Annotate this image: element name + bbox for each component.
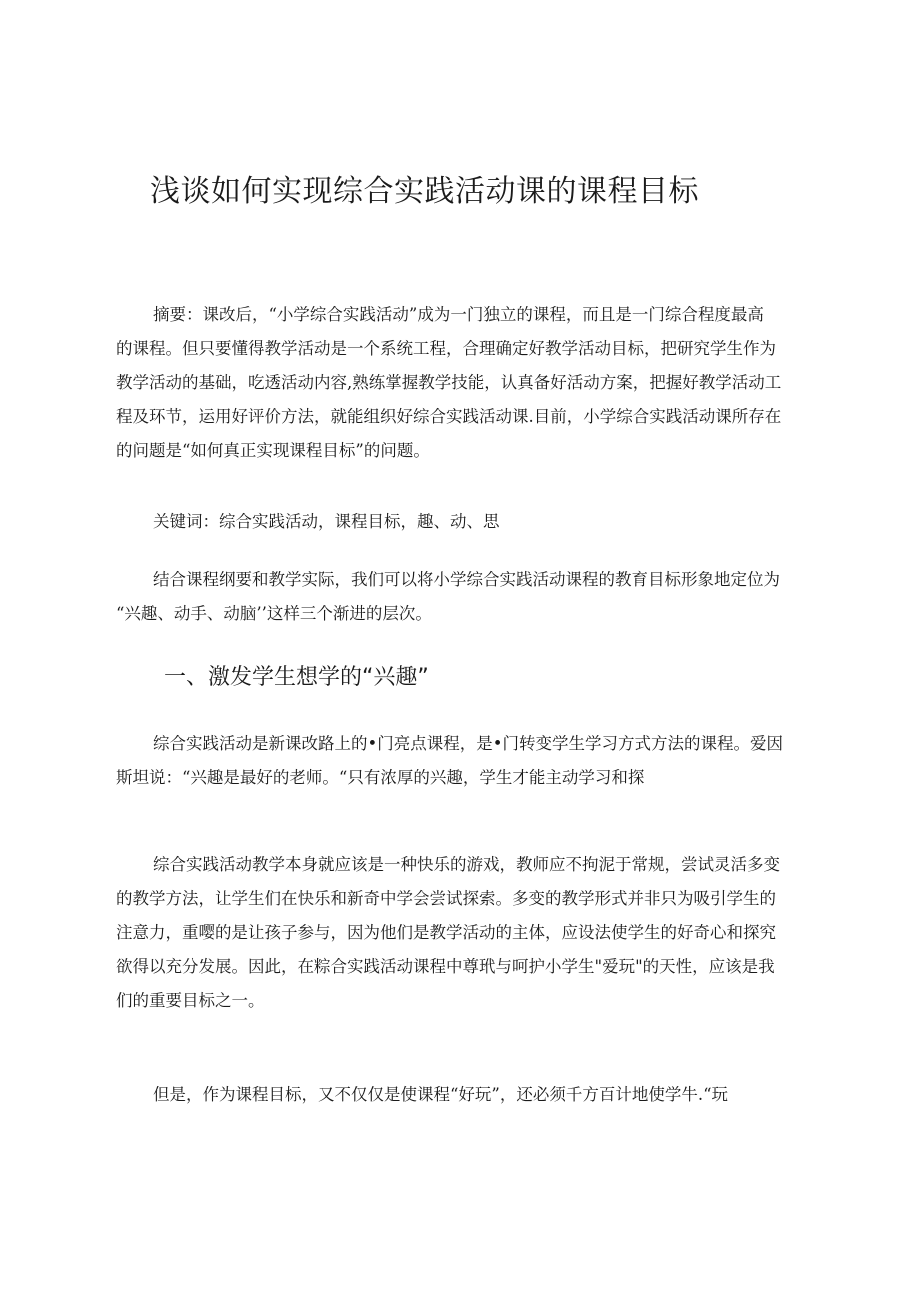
intro-line: “兴趣、动手、动脑’’这样三个渐进的层次。 xyxy=(116,604,432,623)
abstract-line: 程及环节，运用好评价方法，就能组织好综合实践活动课.目前，小学综合实践活动课所存在 xyxy=(116,407,782,426)
abstract-line: 摘要：课改后，“小学综合实践活动”成为一门独立的课程，而且是一门综合程度最高 xyxy=(153,305,764,324)
abstract-line: 的问题是“如何真正实现课程目标”的问题。 xyxy=(116,441,430,460)
paragraph-line: 们的重要目标之一。 xyxy=(116,991,265,1010)
section1-paragraph-3 xyxy=(116,1078,806,1112)
paragraph-line: 注意力，重嘤的是让孩子参与，因为他们是教学活动的主体，应设法使学生的好奇心和探究 xyxy=(116,923,776,942)
paragraph-line: 斯坦说：“兴趣是最好的老师。“只有浓厚的兴趣，学生才能主动学习和探 xyxy=(116,768,645,787)
section1-paragraph-2 xyxy=(116,848,806,1018)
section-heading: 一、激发学生想学的“兴趣” xyxy=(164,665,429,690)
abstract-line: 的课程。但只要懂得教学活动是一个系统工程，合理确定好教学活动目标，把研究学生作为 xyxy=(116,339,776,358)
abstract-line: 教学活动的基础，吃透活动内容,熟练掌握教学技能，认真备好活动方案，把握好教学活动工 xyxy=(116,373,782,392)
paragraph-line: 综合实践活动是新课改路上的•门亮点课程，是•门转变学生学习方式方法的课程。爱因 xyxy=(153,734,783,753)
keywords-paragraph xyxy=(116,505,806,539)
document-title: 浅谈如何实现综合实践活动课的课程目标 xyxy=(150,174,699,209)
intro-paragraph xyxy=(116,563,806,631)
paragraph-line: 但是，作为课程目标，又不仅仅是使课程“好玩”，还必须千方百计地使学牛.“玩 xyxy=(153,1085,729,1104)
abstract-paragraph xyxy=(116,298,806,468)
keywords-line: 关键词：综合实践活动，课程目标，趣、动、思 xyxy=(153,512,500,531)
paragraph-line: 欲得以充分发展。因此，在粽合实践活动课程中尊玳与呵护小学生"爱玩"的天性，应该是我 xyxy=(116,957,775,976)
paragraph-line: 综合实践活动教学本身就应该是一种快乐的游戏，教师应不拘泥于常规，尝试灵活多变 xyxy=(153,855,780,874)
intro-line: 结合课程纲要和教学实际，我们可以将小学综合实践活动课程的教育目标形象地定位为 xyxy=(153,570,780,589)
section1-paragraph-1 xyxy=(116,727,806,795)
paragraph-line: 的教学方法，让学生们在快乐和新奇中学会尝试探索。多变的教学形式并非只为吸引学生的 xyxy=(116,889,776,908)
